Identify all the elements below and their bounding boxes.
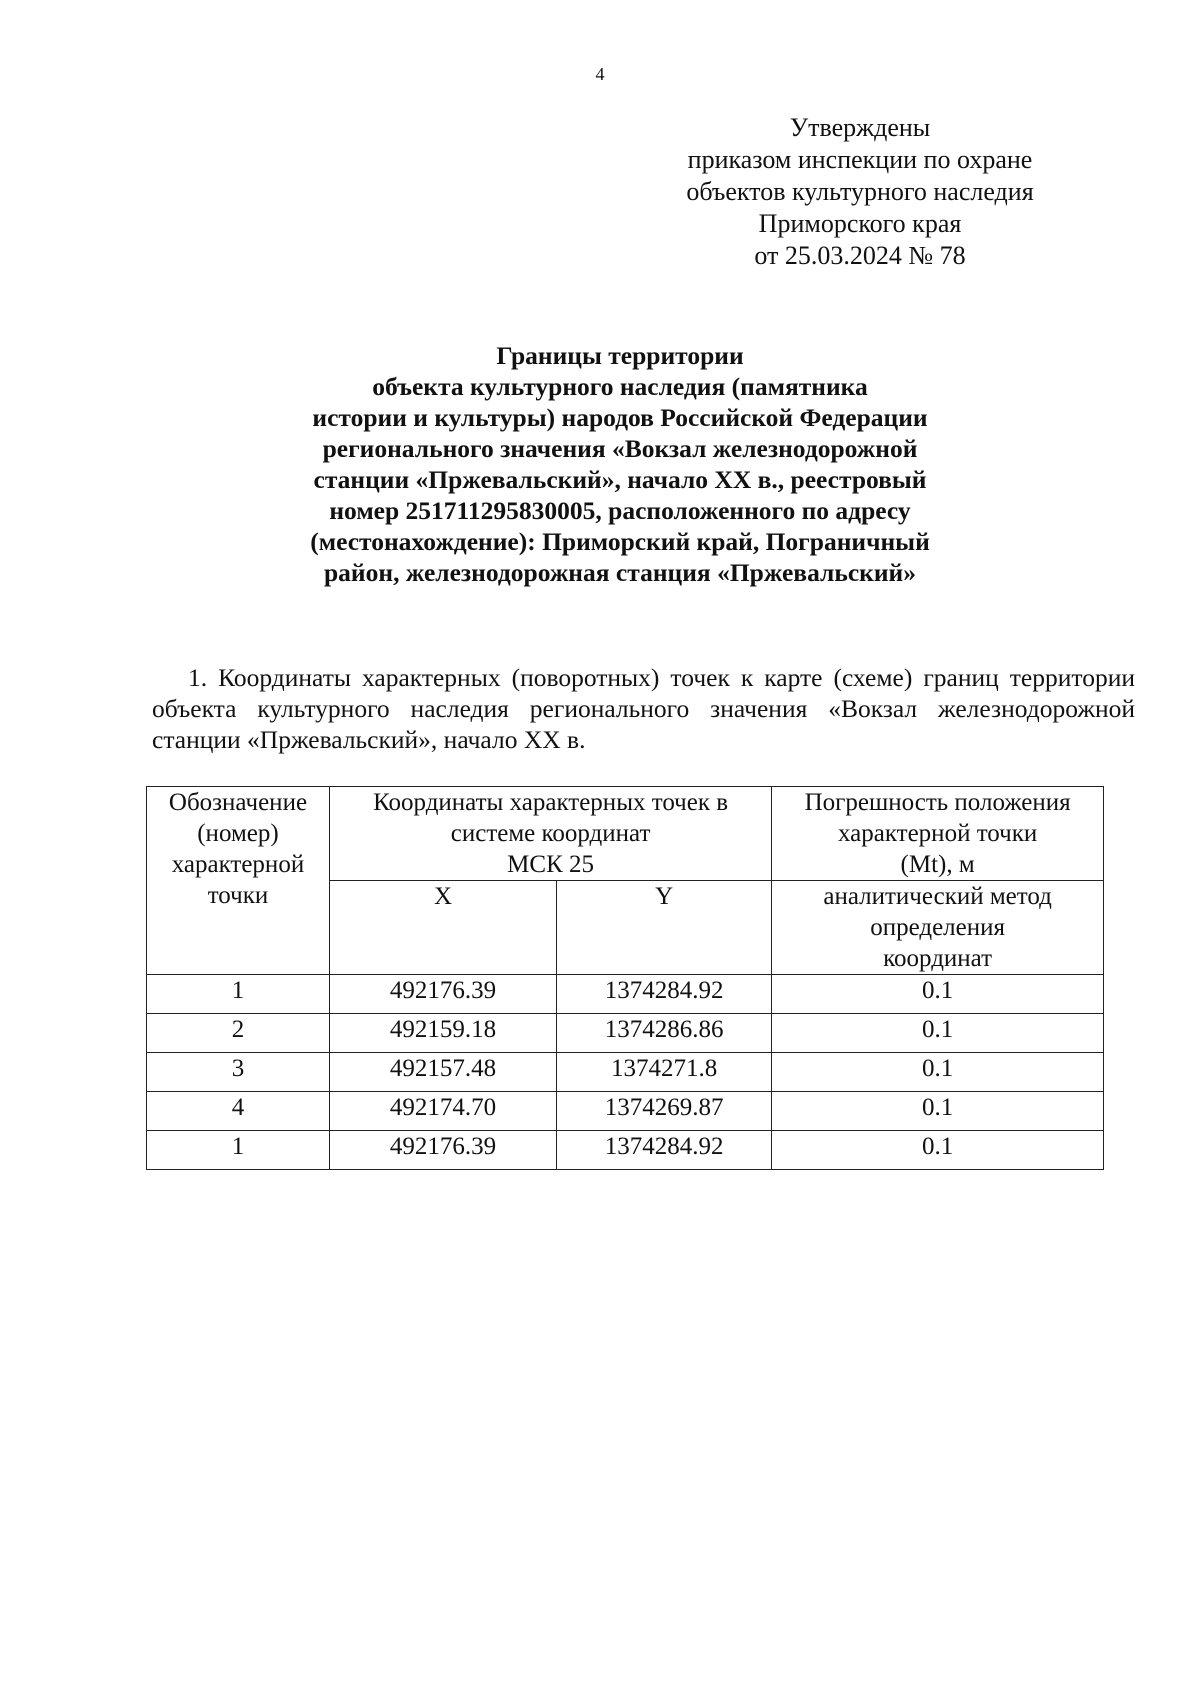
document-title xyxy=(180,340,1060,588)
x-cell: 492176.39 xyxy=(329,975,556,1014)
table-row xyxy=(147,1053,1104,1092)
table-row xyxy=(147,975,1104,1014)
mt-cell: 0.1 xyxy=(772,1014,1104,1053)
header-point-line: (номер) xyxy=(197,820,279,847)
table-row xyxy=(147,1014,1104,1053)
y-cell: 1374284.92 xyxy=(557,1131,772,1170)
approval-block xyxy=(650,112,1070,272)
point-cell: 1 xyxy=(147,975,330,1014)
header-method-line: определения xyxy=(870,914,1006,941)
title-line: район, железнодорожная станция «Пржевальский» xyxy=(324,558,916,587)
header-point-cell xyxy=(147,787,330,975)
header-coords-cell xyxy=(329,787,771,881)
header-coords-line: Координаты характерных точек в xyxy=(373,789,729,816)
table-header-row xyxy=(147,787,1104,881)
table-row xyxy=(147,1131,1104,1170)
header-y-cell: Y xyxy=(557,881,772,975)
header-coords-line: МСК 25 xyxy=(507,851,595,878)
page-number: 4 xyxy=(595,64,605,84)
table-row xyxy=(147,1092,1104,1131)
y-cell: 1374284.92 xyxy=(557,975,772,1014)
mt-cell: 0.1 xyxy=(772,1053,1104,1092)
approval-line: объектов культурного наследия xyxy=(686,177,1034,206)
header-point-line: точки xyxy=(207,882,269,909)
approval-line: Приморского края xyxy=(758,209,962,238)
title-line: Границы территории xyxy=(496,341,744,370)
point-cell: 3 xyxy=(147,1053,330,1092)
mt-cell: 0.1 xyxy=(772,1131,1104,1170)
header-coords-line: системе координат xyxy=(450,820,651,847)
point-cell: 1 xyxy=(147,1131,330,1170)
title-line: истории и культуры) народов Российской Федерации xyxy=(312,403,928,432)
point-cell: 4 xyxy=(147,1092,330,1131)
coordinates-paragraph: 1. Координаты характерных (поворотных) точек к карте (схеме) границ территории объекта культурного наследия регионального значения «Вокзал железнодорожной станции «Пржевальский», начало XX в. xyxy=(152,663,1135,754)
y-cell: 1374269.87 xyxy=(557,1092,772,1131)
mt-cell: 0.1 xyxy=(772,975,1104,1014)
header-error-line: характерной точки xyxy=(837,820,1038,847)
header-point-line: характерной xyxy=(171,851,305,878)
header-x-cell: X xyxy=(329,881,556,975)
x-cell: 492176.39 xyxy=(329,1131,556,1170)
title-line: станции «Пржевальский», начало XX в., реестровый xyxy=(313,465,927,494)
header-error-cell xyxy=(772,787,1104,881)
coordinates-table xyxy=(146,786,1104,1170)
x-cell: 492174.70 xyxy=(329,1092,556,1131)
header-error-line: (Mt), м xyxy=(900,851,975,878)
y-cell: 1374271.8 xyxy=(557,1053,772,1092)
title-line: номер 251711295830005, расположенного по адресу xyxy=(329,496,911,525)
mt-cell: 0.1 xyxy=(772,1092,1104,1131)
approval-line: Утверждены xyxy=(789,113,931,142)
header-point-line: Обозначение xyxy=(168,789,308,816)
title-line: регионального значения «Вокзал железнодорожной xyxy=(322,434,918,463)
header-method-line: аналитический метод xyxy=(823,883,1052,910)
header-method-line: координат xyxy=(883,945,993,972)
approval-line: от 25.03.2024 № 78 xyxy=(754,241,966,270)
approval-line: приказом инспекции по охране xyxy=(687,145,1033,174)
x-cell: 492159.18 xyxy=(329,1014,556,1053)
header-error-line: Погрешность положения xyxy=(804,789,1071,816)
header-method-cell xyxy=(772,881,1104,975)
title-line: (местонахождение): Приморский край, Пограничный xyxy=(310,527,930,556)
point-cell: 2 xyxy=(147,1014,330,1053)
y-cell: 1374286.86 xyxy=(557,1014,772,1053)
x-cell: 492157.48 xyxy=(329,1053,556,1092)
title-line: объекта культурного наследия (памятника xyxy=(372,372,868,401)
